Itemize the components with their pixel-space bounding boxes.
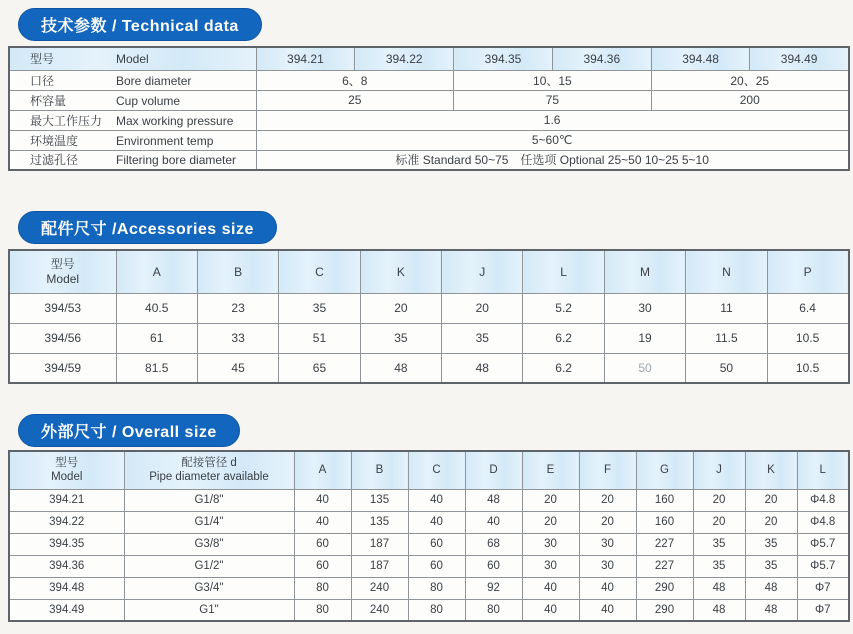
value-cell: 20 [579,511,636,533]
value-cell: 20 [745,511,797,533]
value-cell: 48 [442,353,523,383]
value-cell: 135 [351,511,408,533]
technical-badge: 技术参数 / Technical data [18,8,262,41]
value-cell: 40 [579,599,636,621]
pipe-header-cell [124,451,294,489]
value-cell: 48 [745,599,797,621]
value-cell: 40 [408,489,465,511]
value-cell: 30 [579,533,636,555]
value-cell: Φ5.7 [797,555,849,577]
model-row-label [9,47,256,70]
accessories-header-row [9,250,849,293]
dim-header-cell: A [294,451,351,489]
header-label-en: Model [46,271,80,286]
accessories-row [9,353,849,383]
overall-badge: 外部尺寸 / Overall size [18,414,240,447]
value-cell: 80 [294,577,351,599]
value-cell: 35 [279,293,360,323]
overall-row [9,599,849,621]
value-cell: 50 [686,353,767,383]
model-cell: 394/59 [9,353,116,383]
value-cell: 40 [294,511,351,533]
value-cell: 11 [686,293,767,323]
pipe-diameter-cell: G1/2" [124,555,294,577]
row-label [9,90,256,110]
value-cell: 60 [408,555,465,577]
dim-header-cell: M [604,250,685,293]
value-cell: 40 [465,511,522,533]
accessories-row [9,293,849,323]
dim-header-cell: D [465,451,522,489]
row-label [9,110,256,130]
row-label-en: Filtering bore diameter [116,153,237,168]
value-cell: 6.2 [523,323,604,353]
value-cell: 30 [579,555,636,577]
value-cell: 240 [351,599,408,621]
value-cell: 80 [294,599,351,621]
value-cell: 60 [408,533,465,555]
accessories-row [9,323,849,353]
value-cell: 75 [454,90,652,110]
accessories-section [8,211,848,384]
value-cell: 6.4 [767,293,848,323]
value-cell: 20 [522,511,579,533]
pipe-diameter-cell: G3/8" [124,533,294,555]
header-label-en: Model [51,471,83,484]
technical-section [8,8,848,171]
row-label [9,70,256,90]
model-number-cell: 394.21 [256,47,355,70]
overall-row [9,577,849,599]
value-cell: 20、25 [651,70,849,90]
dim-header-cell: C [279,250,360,293]
header-label-cn: 型号 [55,456,79,469]
value-cell: 35 [745,533,797,555]
dim-header-cell: J [693,451,745,489]
model-cell: 394.22 [9,511,124,533]
dim-header-cell: B [197,250,278,293]
overall-row [9,533,849,555]
model-cell: 394.35 [9,533,124,555]
row-label-en: Bore diameter [116,73,192,88]
technical-row [9,110,849,130]
overall-table-body [9,451,849,621]
model-cell: 394.48 [9,577,124,599]
model-cell: 394/56 [9,323,116,353]
overall-table [8,450,850,622]
pipe-diameter-cell: G1" [124,599,294,621]
model-cell: 394.36 [9,555,124,577]
dim-header-cell: F [579,451,636,489]
value-cell: 60 [294,555,351,577]
dim-header-cell: B [351,451,408,489]
value-cell: 48 [745,577,797,599]
value-cell: Φ5.7 [797,533,849,555]
value-cell: 5.2 [523,293,604,323]
accessories-badge: 配件尺寸 /Accessories size [18,211,277,244]
value-cell: 60 [294,533,351,555]
model-header-cell [9,451,124,489]
value-cell: 20 [693,511,745,533]
value-cell: 40 [408,511,465,533]
value-cell: 48 [693,577,745,599]
overall-row [9,511,849,533]
model-label-cn: 型号 [30,52,55,67]
technical-row [9,130,849,150]
row-label-en: Environment temp [116,133,214,148]
value-cell: 240 [351,577,408,599]
value-cell: 1.6 [256,110,849,130]
model-number-cell: 394.48 [651,47,750,70]
model-number-cell: 394.49 [750,47,849,70]
value-cell: 20 [579,489,636,511]
value-cell: 290 [636,577,693,599]
technical-row [9,90,849,110]
value-cell: 33 [197,323,278,353]
accessories-table-body [9,250,849,383]
dim-header-cell: N [686,250,767,293]
row-label-en: Max working pressure [116,113,234,128]
value-cell: 227 [636,555,693,577]
value-cell: 80 [465,599,522,621]
value-cell: 50 [604,353,685,383]
value-cell: 48 [360,353,441,383]
row-label-cn: 口径 [30,73,55,88]
header-label-en: Pipe diameter available [149,471,269,484]
dim-header-cell: L [797,451,849,489]
value-cell: 19 [604,323,685,353]
value-cell: 10.5 [767,353,848,383]
value-cell: 40 [579,577,636,599]
dim-header-cell: J [442,250,523,293]
value-cell: 35 [693,555,745,577]
value-cell: 187 [351,555,408,577]
value-cell: 48 [465,489,522,511]
value-cell: 40 [294,489,351,511]
pipe-diameter-cell: G1/4" [124,511,294,533]
value-cell: 48 [693,599,745,621]
value-cell: 92 [465,577,522,599]
value-cell: 5~60℃ [256,130,849,150]
row-label-cn: 过滤孔径 [30,153,79,168]
row-label-cn: 杯容量 [30,93,67,108]
value-cell: 290 [636,599,693,621]
value-cell: 11.5 [686,323,767,353]
value-cell: Φ7 [797,599,849,621]
dim-header-cell: G [636,451,693,489]
overall-row [9,555,849,577]
value-cell: 61 [116,323,197,353]
dim-header-cell: C [408,451,465,489]
value-cell: 227 [636,533,693,555]
value-cell: 6.2 [523,353,604,383]
technical-table-body [9,47,849,170]
value-cell: 30 [522,555,579,577]
model-cell: 394.21 [9,489,124,511]
header-label-cn: 配接管径 d [181,456,237,469]
overall-header-row [9,451,849,489]
value-cell: 40.5 [116,293,197,323]
value-cell: 51 [279,323,360,353]
row-label-en: Cup volume [116,93,181,108]
technical-header-row [9,47,849,70]
value-cell: 40 [522,577,579,599]
dim-header-cell: K [360,250,441,293]
value-cell: 68 [465,533,522,555]
model-number-cell: 394.35 [454,47,553,70]
dim-header-cell: L [523,250,604,293]
overall-row [9,489,849,511]
value-cell: Φ7 [797,577,849,599]
value-cell: 20 [745,489,797,511]
value-cell: 81.5 [116,353,197,383]
value-cell: 20 [693,489,745,511]
technical-table [8,46,850,171]
value-cell: 10、15 [454,70,652,90]
value-cell: 10.5 [767,323,848,353]
model-header-cell [9,250,116,293]
value-cell: 80 [408,577,465,599]
value-cell: 35 [693,533,745,555]
row-label [9,150,256,170]
value-cell: 60 [465,555,522,577]
overall-section [8,414,848,622]
value-cell: 45 [197,353,278,383]
model-cell: 394/53 [9,293,116,323]
dim-header-cell: E [522,451,579,489]
value-cell: 135 [351,489,408,511]
value-cell: Φ4.8 [797,511,849,533]
value-cell: 35 [360,323,441,353]
model-number-cell: 394.36 [552,47,651,70]
value-cell: 20 [522,489,579,511]
value-cell: 40 [522,599,579,621]
value-cell: 20 [442,293,523,323]
technical-row [9,150,849,170]
value-cell: 23 [197,293,278,323]
pipe-diameter-cell: G1/8" [124,489,294,511]
header-label-cn: 型号 [50,256,75,271]
technical-row [9,70,849,90]
model-label-en: Model [116,52,149,67]
value-cell: 20 [360,293,441,323]
dim-header-cell: A [116,250,197,293]
value-cell: 187 [351,533,408,555]
value-cell: 30 [522,533,579,555]
dim-header-cell: K [745,451,797,489]
value-cell: 35 [442,323,523,353]
dim-header-cell: P [767,250,848,293]
model-cell: 394.49 [9,599,124,621]
row-label-cn: 环境温度 [30,133,79,148]
row-label-cn: 最大工作压力 [30,113,103,128]
accessories-table [8,249,850,384]
value-cell: 25 [256,90,454,110]
value-cell: Φ4.8 [797,489,849,511]
value-cell: 200 [651,90,849,110]
value-cell: 160 [636,511,693,533]
value-cell: 80 [408,599,465,621]
value-cell: 标准 Standard 50~75 任选项 Optional 25~50 10~25 5~10 [256,150,849,170]
row-label [9,130,256,150]
value-cell: 6、8 [256,70,454,90]
value-cell: 160 [636,489,693,511]
value-cell: 30 [604,293,685,323]
pipe-diameter-cell: G3/4" [124,577,294,599]
model-number-cell: 394.22 [355,47,454,70]
value-cell: 65 [279,353,360,383]
value-cell: 35 [745,555,797,577]
